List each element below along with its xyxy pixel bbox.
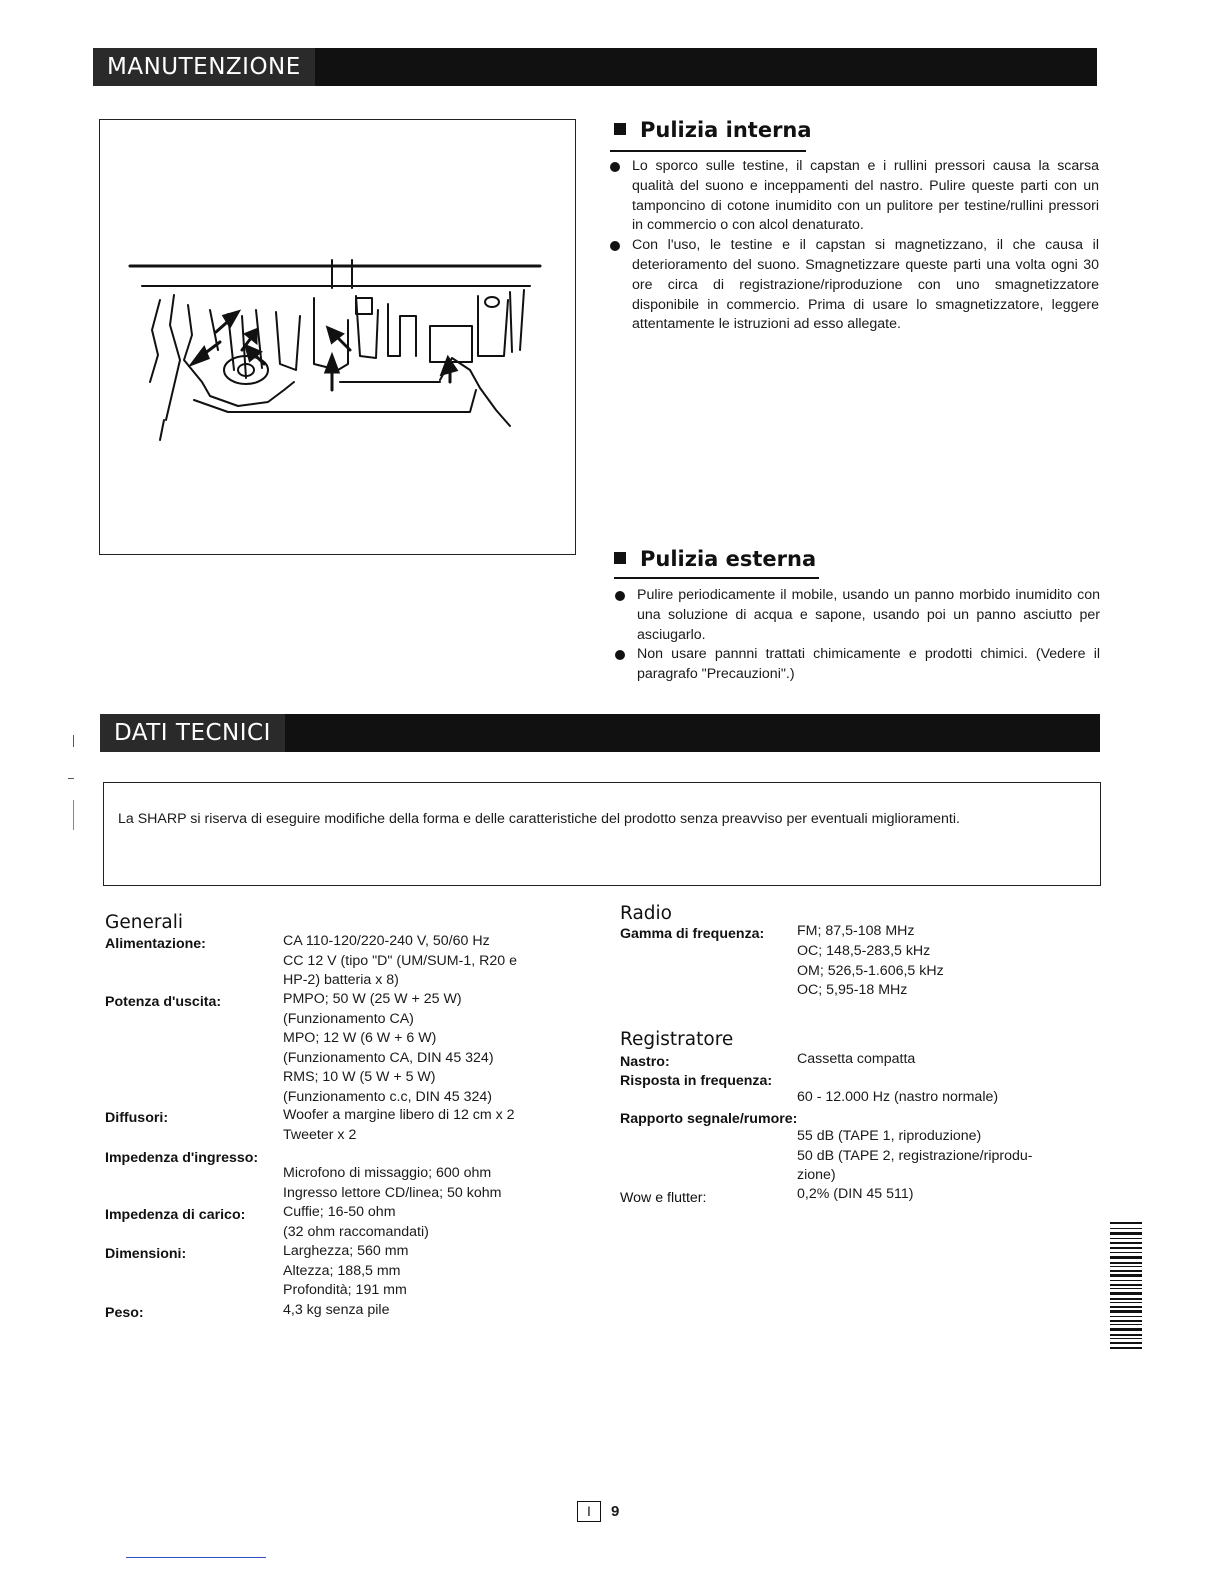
specs-heading: DATI TECNICI (100, 714, 285, 752)
snr-line: zione) (797, 1167, 836, 1184)
barcode-mark (1110, 1222, 1142, 1350)
page-footer (577, 1501, 619, 1522)
wow-flutter-value: 0,2% (DIN 45 511) (797, 1186, 914, 1202)
general-specs-title: Generali (105, 912, 184, 933)
output-line: (Funzionamento c.c, DIN 45 324) (283, 1088, 492, 1105)
internal-cleaning-label: Pulizia interna (640, 118, 812, 142)
page-number: 9 (611, 1503, 620, 1520)
input-impedance-label: Impedenza d'ingresso: (105, 1150, 259, 1166)
frequency-response-label: Risposta in frequenza: (620, 1073, 773, 1089)
load-impedance-values (283, 1203, 429, 1242)
frequency-line: OM; 526,5-1.606,5 kHz (797, 962, 944, 979)
power-line: CC 12 V (tipo "D" (UM/SUM-1, R20 e (283, 952, 517, 969)
external-cleaning-underline (614, 577, 819, 579)
radio-title: Radio (620, 903, 672, 924)
external-cleaning-label: Pulizia esterna (640, 547, 817, 571)
speakers-values (283, 1106, 515, 1145)
maintenance-heading: MANUTENZIONE (93, 48, 315, 86)
snr-line: 50 dB (TAPE 2, registrazione/riprodu- (797, 1147, 1033, 1164)
frequency-range-first: FM; 87,5-108 MHz (797, 923, 915, 939)
internal-cleaning-list (609, 157, 1099, 335)
load-impedance-line: (32 ohm raccomandati) (283, 1223, 429, 1240)
power-line: HP-2) batteria x 8) (283, 972, 399, 989)
speakers-line: Tweeter x 2 (283, 1126, 357, 1143)
frequency-range-label: Gamma di frequenza: (620, 926, 765, 942)
frequency-line: OC; 148,5-283,5 kHz (797, 943, 931, 959)
external-cleaning-title (614, 547, 816, 571)
power-label: Alimentazione: (105, 936, 206, 952)
dimensions-values (283, 1242, 408, 1301)
speakers-label: Diffusori: (105, 1110, 169, 1126)
dimensions-line: Altezza; 188,5 mm (283, 1262, 401, 1279)
list-item: Non usare pannni trattati chimicamente e prodotti chimici. (Vedere il paragrafo "Precauzioni".) (614, 645, 1100, 685)
list-item: Con l'uso, le testine e il capstan si magnetizzano, il che causa il deterioramento del suono. Smagnetizzare queste parti una volta ogni 30 ore circa di registrazione/riproduzione con uno smagnetizzatore disponibile in commercio. Prima di usare lo smagnetizzatore, leggere attentamente le istruzioni ad esso allegate. (609, 236, 1099, 335)
power-line: CA 110-120/220-240 V, 50/60 Hz (283, 933, 490, 949)
list-item: Pulire periodicamente il mobile, usando un panno morbido inumidito con una soluzione di acqua e sapone, usando poi un panno asciutto per asciugarlo. (614, 586, 1100, 645)
margin-mark (68, 778, 74, 779)
external-cleaning-list (614, 586, 1100, 685)
output-line: (Funzionamento CA) (283, 1010, 414, 1027)
input-impedance-line: Microfono di missaggio; 600 ohm (283, 1165, 492, 1181)
frequency-response-value: 60 - 12.000 Hz (nastro normale) (797, 1089, 999, 1105)
weight-value: 4,3 kg senza pile (283, 1302, 390, 1318)
power-values (283, 932, 517, 991)
tape-value: Cassetta compatta (797, 1051, 916, 1067)
output-label: Potenza d'uscita: (105, 994, 222, 1010)
bottom-rule (126, 1557, 266, 1558)
speakers-line: Woofer a margine libero di 12 cm x 2 (283, 1107, 515, 1123)
output-line: RMS; 10 W (5 W + 5 W) (283, 1069, 436, 1086)
square-bullet-icon (614, 123, 626, 135)
frequency-range-values (797, 942, 944, 1001)
tape-label: Nastro: (620, 1054, 670, 1070)
notice-text: La SHARP si riserva di eseguire modifiche della forma e delle caratteristiche del prodotto senza preavviso per eventuali miglioramenti. (118, 811, 960, 827)
tape-head-diagram (100, 120, 575, 554)
cassette-mechanism-illustration (99, 119, 576, 555)
internal-cleaning-underline (610, 150, 806, 152)
input-impedance-values (283, 1164, 501, 1203)
internal-cleaning-title (614, 118, 812, 142)
notice-box (103, 782, 1101, 886)
input-impedance-line: Ingresso lettore CD/linea; 50 kohm (283, 1184, 502, 1201)
dimensions-label: Dimensioni: (105, 1246, 187, 1262)
output-line: MPO; 12 W (6 W + 6 W) (283, 1030, 437, 1047)
maintenance-header-bar (93, 48, 1097, 86)
frequency-line: OC; 5,95-18 MHz (797, 982, 908, 999)
margin-mark (73, 735, 74, 747)
output-line: (Funzionamento CA, DIN 45 324) (283, 1049, 494, 1066)
dimensions-line: Larghezza; 560 mm (283, 1243, 409, 1259)
load-impedance-label: Impedenza di carico: (105, 1207, 246, 1223)
snr-values (797, 1127, 1033, 1186)
weight-label: Peso: (105, 1305, 144, 1321)
output-values (283, 990, 494, 1108)
snr-line: 55 dB (TAPE 1, riproduzione) (797, 1128, 982, 1144)
snr-label: Rapporto segnale/rumore: (620, 1111, 798, 1127)
square-bullet-icon (614, 552, 626, 564)
recorder-title: Registratore (620, 1029, 734, 1050)
margin-mark (73, 800, 74, 830)
language-indicator: I (577, 1501, 601, 1522)
load-impedance-line: Cuffie; 16-50 ohm (283, 1204, 396, 1220)
dimensions-line: Profondità; 191 mm (283, 1282, 407, 1299)
specs-header-bar (100, 714, 1100, 752)
list-item: Lo sporco sulle testine, il capstan e i rullini pressori causa la scarsa qualità del suono e inceppamenti del nastro. Pulire queste parti con un tamponcino di cotone inumidito con un pulitore per testine/rullini pressori in commercio o con alcol denaturato. (609, 157, 1099, 236)
output-line: PMPO; 50 W (25 W + 25 W) (283, 991, 462, 1007)
wow-flutter-label: Wow e flutter: (620, 1190, 707, 1206)
